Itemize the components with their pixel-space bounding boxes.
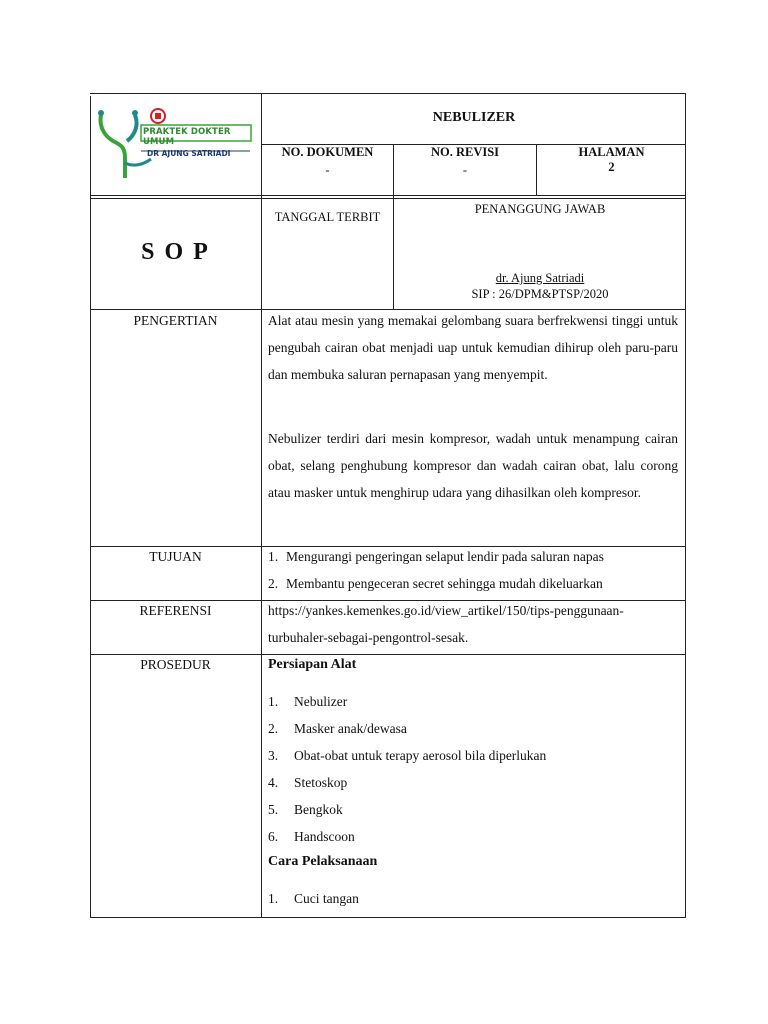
persiapan-alat-heading: Persiapan Alat	[268, 657, 357, 672]
list-text: Nebulizer	[294, 694, 348, 709]
tujuan-label: TUJUAN	[149, 549, 202, 564]
no-revisi-label: NO. REVISI	[430, 145, 500, 159]
list-item	[268, 769, 678, 796]
referensi-row-divider	[90, 654, 686, 655]
no-revisi-value: -	[462, 163, 468, 177]
prosedur-label: PROSEDUR	[140, 657, 211, 672]
list-number: 2.	[268, 721, 279, 736]
list-item	[268, 885, 678, 912]
list-number: 1.	[268, 549, 279, 564]
list-text: Bengkok	[294, 802, 343, 817]
no-dokumen-value: -	[325, 163, 330, 177]
doctor-name: dr. Ajung Satriadi	[495, 271, 585, 285]
header-row-divider-double	[90, 198, 686, 199]
tujuan-list	[268, 543, 678, 597]
logo-top-text: PRAKTEK DOKTER UMUM	[143, 127, 231, 147]
no-dokumen-label: NO. DOKUMEN	[281, 145, 374, 159]
list-number: 1.	[268, 694, 279, 709]
cara-pelaksanaan-list	[268, 885, 678, 912]
list-item	[268, 796, 678, 823]
list-number: 5.	[268, 802, 279, 817]
list-text: Mengurangi pengeringan selaput lendir pada saluran napas	[286, 549, 604, 564]
list-item	[268, 715, 678, 742]
penanggung-jawab-label: PENANGGUNG JAWAB	[474, 202, 606, 216]
referensi-label: REFERENSI	[139, 603, 212, 618]
list-item	[268, 688, 678, 715]
referensi-content	[268, 597, 678, 651]
list-text: Masker anak/dewasa	[294, 721, 407, 736]
list-text: Handscoon	[294, 829, 355, 844]
list-number: 4.	[268, 775, 279, 790]
list-number: 2.	[268, 576, 279, 591]
referensi-link-line-2[interactable]: turbuhaler-sebagai-pengontrol-sesak.	[268, 630, 469, 645]
list-item	[268, 823, 678, 850]
document-title: NEBULIZER	[432, 110, 516, 125]
table-corner-mark	[90, 93, 94, 94]
pengertian-paragraph-2: Nebulizer terdiri dari mesin kompresor, wadah untuk menampung cairan obat, selang penghubung kompresor dan wadah cairan obat, lalu corong atau masker untuk menghirup udara yang dihasilkan oleh kompresor.	[268, 431, 678, 500]
referensi-link-line-1[interactable]: https://yankes.kemenkes.go.id/view_artikel/150/tips-penggunaan-	[268, 603, 624, 618]
table-left-border	[90, 96, 91, 918]
list-number: 1.	[268, 891, 279, 906]
pengertian-label: PENGERTIAN	[133, 313, 218, 328]
list-number: 3.	[268, 748, 279, 763]
clinic-logo	[95, 103, 255, 183]
tanggal-terbit-label: TANGGAL TERBIT	[274, 210, 381, 224]
list-item	[268, 742, 678, 769]
cara-pelaksanaan-heading: Cara Pelaksanaan	[268, 854, 378, 869]
list-text: Membantu pengeceran secret sehingga mudah dikeluarkan	[286, 576, 603, 591]
persiapan-alat-list	[268, 688, 678, 850]
sop-label: S O P	[141, 239, 210, 265]
halaman-value: 2	[608, 160, 615, 174]
list-text: Obat-obat untuk terapy aerosol bila diperlukan	[294, 748, 547, 763]
pengertian-paragraph-1: Alat atau mesin yang memakai gelombang suara berfrekwensi tinggi untuk pengubah cairan obat menjadi uap untuk kemudian dihirup oleh paru-paru dan membuka saluran pernapasan yang menyempit.	[268, 313, 678, 382]
list-text: Cuci tangan	[294, 891, 359, 906]
logo-bottom-text: DR AJUNG SATRIADI	[147, 149, 231, 158]
list-number: 6.	[268, 829, 279, 844]
list-text: Stetoskop	[294, 775, 348, 790]
list-item	[268, 543, 678, 570]
sip-number: SIP : 26/DPM&PTSP/2020	[471, 287, 609, 301]
header-row-divider	[90, 195, 686, 196]
list-item	[268, 570, 678, 597]
halaman-label: HALAMAN	[578, 145, 645, 159]
